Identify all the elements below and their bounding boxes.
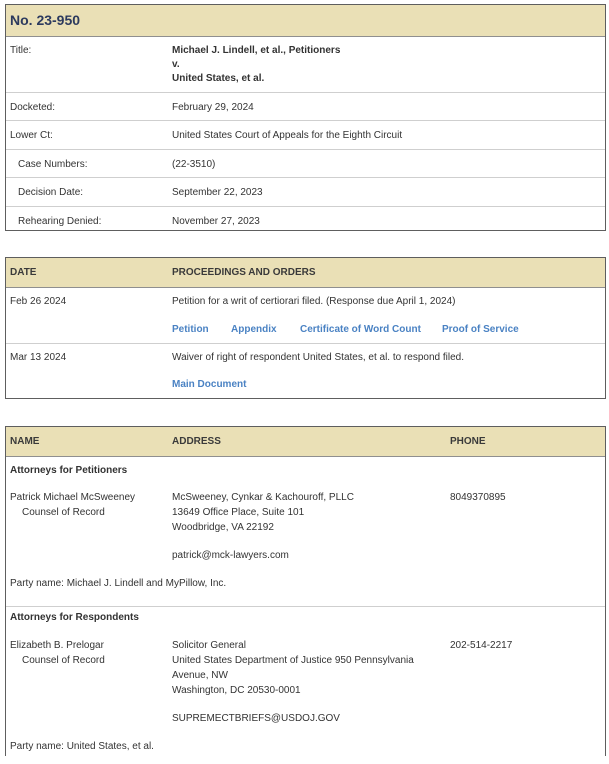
attorney-entry xyxy=(6,634,605,764)
case-title-line: v. xyxy=(172,59,180,70)
field-row-docketed xyxy=(6,93,605,121)
entry-text: Petition for a writ of certiorari filed. (Response due April 1, 2024) xyxy=(172,296,456,307)
attorneys-header xyxy=(6,427,605,457)
party-name: Party name: Michael J. Lindell and MyPillow, Inc. xyxy=(10,578,227,589)
case-title-line: United States, et al. xyxy=(172,73,265,84)
docket-number: No. 23-950 xyxy=(10,12,81,28)
address-line: United States Department of Justice 950 Pennsylvania xyxy=(172,655,414,666)
main-document-link[interactable]: Main Document xyxy=(172,379,247,390)
attorney-section-title-row xyxy=(6,457,605,484)
field-label: Rehearing Denied: xyxy=(18,216,102,227)
attorney-role: Counsel of Record xyxy=(22,655,105,666)
proceeding-entry xyxy=(6,288,605,344)
section-title: Attorneys for Respondents xyxy=(10,612,139,623)
attorney-name: Elizabeth B. Prelogar xyxy=(10,640,104,651)
attorney-email: patrick@mck-lawyers.com xyxy=(172,550,289,561)
field-row-decision-date xyxy=(6,178,605,207)
proceedings-table xyxy=(5,257,606,399)
field-label: Title: xyxy=(10,45,32,56)
entry-date: Mar 13 2024 xyxy=(10,352,67,363)
column-header-address: ADDRESS xyxy=(172,436,221,447)
docket-header xyxy=(6,5,605,37)
case-title-line: Michael J. Lindell, et al., Petitioners xyxy=(172,45,341,56)
field-value: United States Court of Appeals for the Eighth Circuit xyxy=(172,130,403,141)
field-value: September 22, 2023 xyxy=(172,187,263,198)
column-header-name: NAME xyxy=(10,436,40,447)
address-line: 13649 Office Place, Suite 101 xyxy=(172,507,305,518)
address-line: Woodbridge, VA 22192 xyxy=(172,522,274,533)
address-line: Solicitor General xyxy=(172,640,246,651)
field-value: (22-3510) xyxy=(172,159,216,170)
section-title: Attorneys for Petitioners xyxy=(10,465,128,476)
column-header-proceedings: PROCEEDINGS AND ORDERS xyxy=(172,267,316,278)
field-label: Lower Ct: xyxy=(10,130,53,141)
proof-of-service-link[interactable]: Proof of Service xyxy=(442,324,519,335)
attorney-name: Patrick Michael McSweeney xyxy=(10,492,136,503)
column-header-phone: PHONE xyxy=(450,436,486,447)
attorney-phone: 8049370895 xyxy=(450,492,506,503)
address-line: McSweeney, Cynkar & Kachouroff, PLLC xyxy=(172,492,354,503)
entry-text: Waiver of right of respondent United States, et al. to respond filed. xyxy=(172,352,465,363)
field-row-title xyxy=(6,37,605,93)
field-label: Case Numbers: xyxy=(18,159,88,170)
docket-info-table xyxy=(5,4,606,231)
proceedings-header xyxy=(6,258,605,288)
address-line: Washington, DC 20530-0001 xyxy=(172,685,301,696)
field-value: November 27, 2023 xyxy=(172,216,260,227)
attorney-phone: 202-514-2217 xyxy=(450,640,513,651)
field-label: Decision Date: xyxy=(18,187,84,198)
attorney-section-title-row xyxy=(6,607,605,634)
entry-date: Feb 26 2024 xyxy=(10,296,67,307)
attorney-entry xyxy=(6,484,605,607)
attorney-email: SUPREMECTBRIEFS@USDOJ.GOV xyxy=(172,713,340,724)
address-line: Avenue, NW xyxy=(172,670,228,681)
certificate-of-word-count-link[interactable]: Certificate of Word Count xyxy=(300,324,421,335)
attorney-role: Counsel of Record xyxy=(22,507,105,518)
field-label: Docketed: xyxy=(10,102,56,113)
party-name: Party name: United States, et al. xyxy=(10,741,154,752)
field-row-case-numbers xyxy=(6,150,605,178)
appendix-link[interactable]: Appendix xyxy=(231,324,277,335)
field-row-rehearing-denied xyxy=(6,207,605,234)
proceeding-entry xyxy=(6,344,605,400)
attorneys-table xyxy=(5,426,606,756)
petition-link[interactable]: Petition xyxy=(172,324,209,335)
column-header-date: DATE xyxy=(10,267,37,278)
field-row-lower-court xyxy=(6,121,605,150)
field-value: February 29, 2024 xyxy=(172,102,254,113)
